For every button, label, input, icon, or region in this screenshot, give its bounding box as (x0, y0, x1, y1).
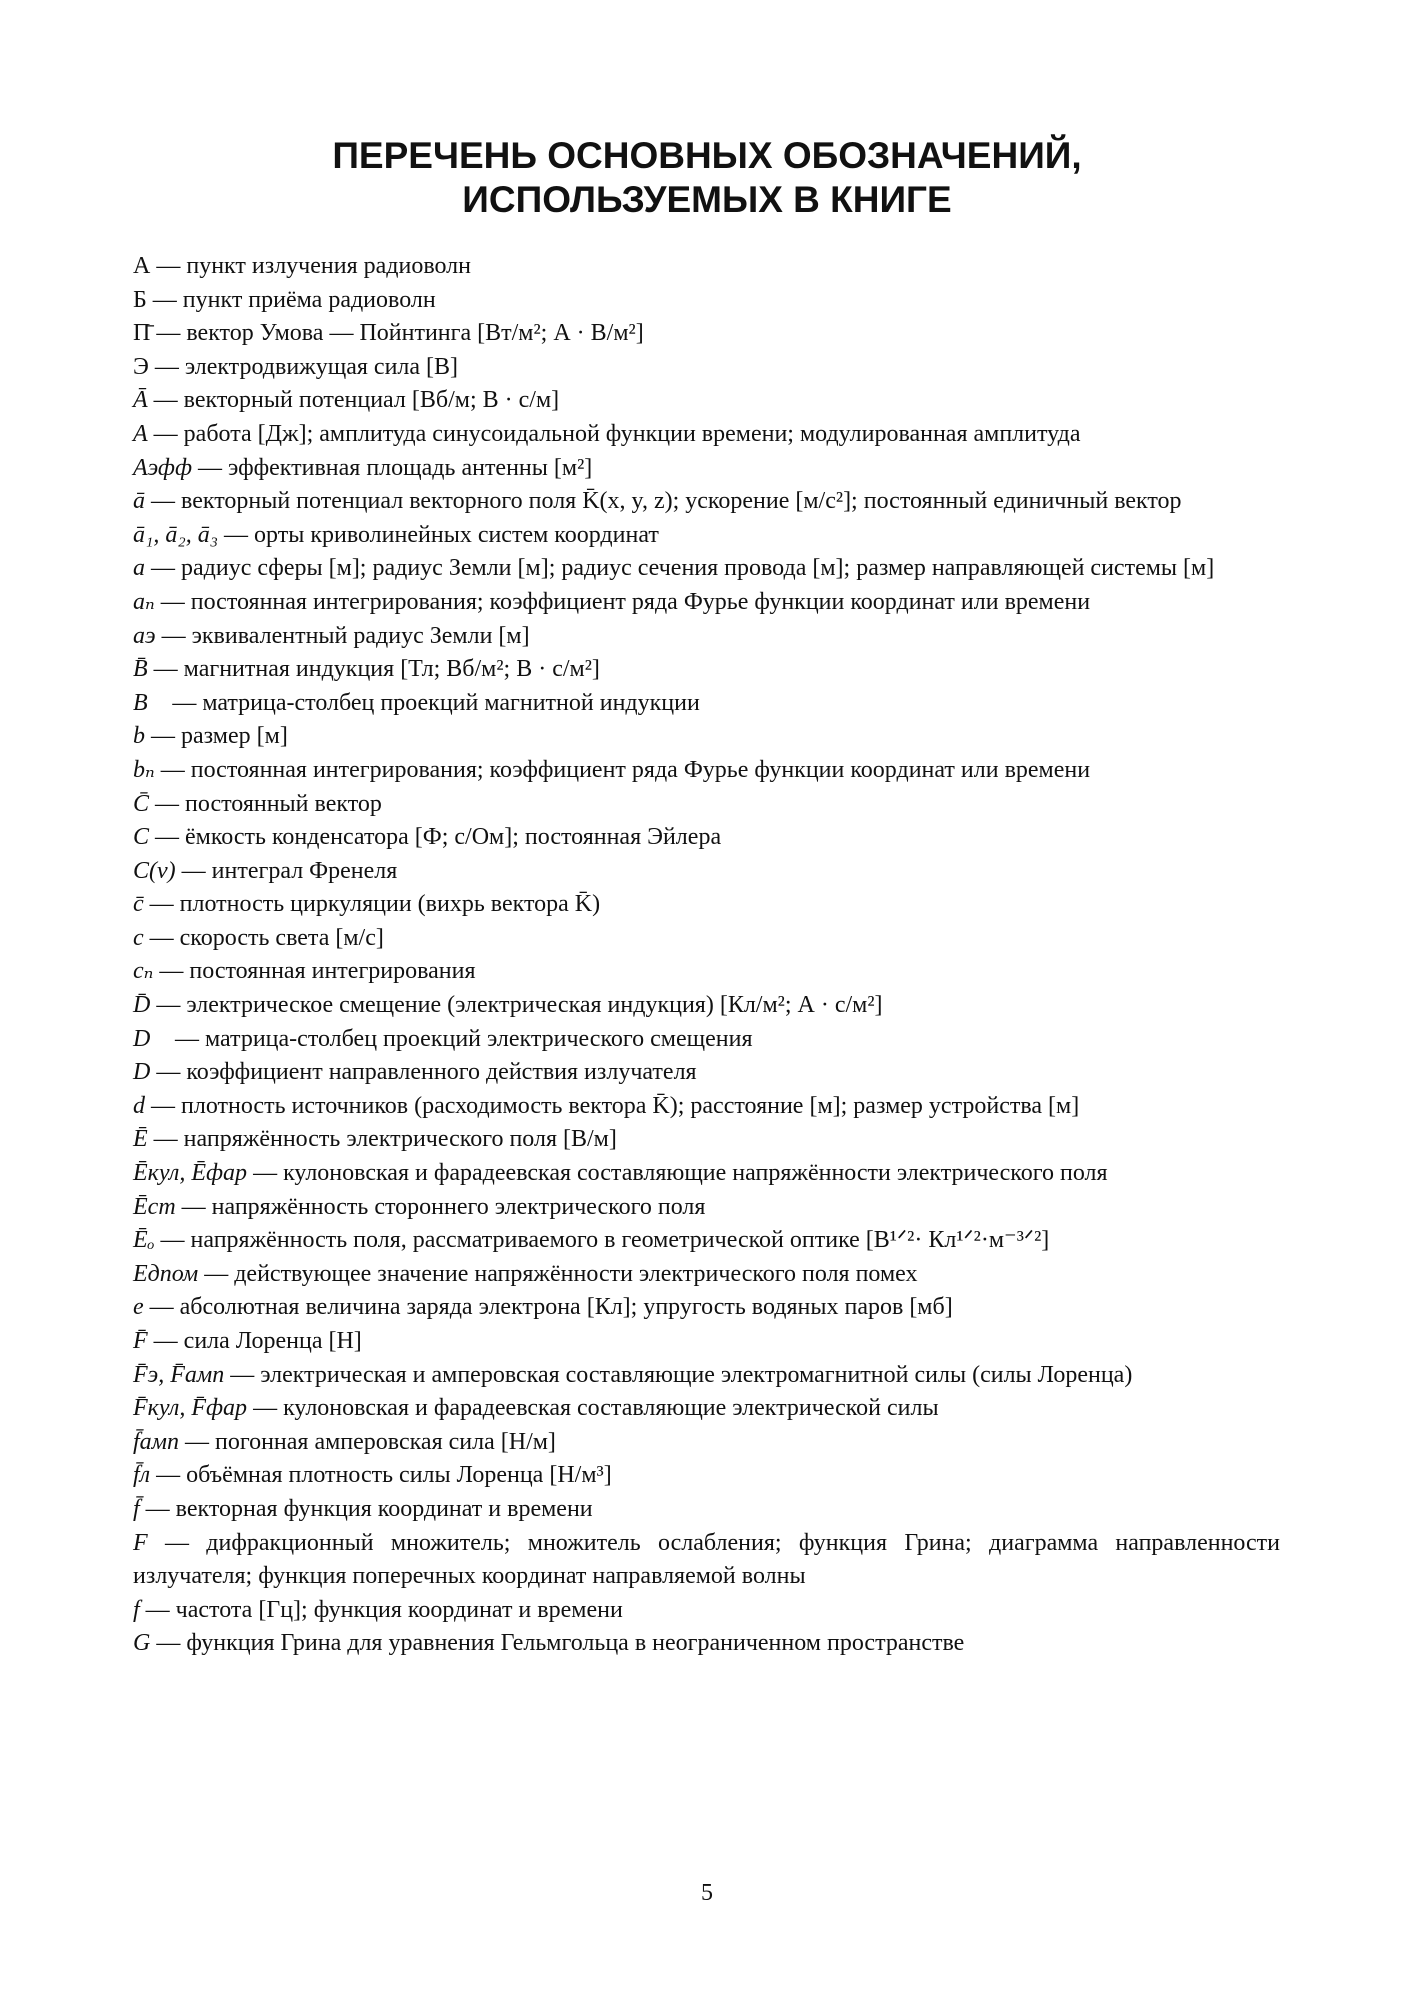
notation-description: — электрическая и амперовская составляющие электромагнитной силы (силы Лоренца) (224, 1361, 1133, 1388)
notation-description: — эффективная площадь антенны [м²] (192, 454, 593, 481)
notation-description: — действующее значение напряжённости электрического поля помех (198, 1260, 918, 1287)
notation-description: — работа [Дж]; амплитуда синусоидальной функции времени; модулированная амплитуда (147, 420, 1081, 447)
notation-entry (133, 788, 1280, 822)
notation-symbol: B̄ (133, 656, 148, 683)
notation-entry (133, 1426, 1280, 1460)
notation-description: — кулоновская и фарадеевская составляющие электрической силы (247, 1395, 939, 1422)
notation-description: — напряжённость поля, рассматриваемого в геометрической оптике [В¹ᐟ²· Кл¹ᐟ²·м⁻³ᐟ²] (154, 1227, 1050, 1254)
notation-description: — векторный потенциал [Вб/м; В · с/м] (147, 387, 560, 414)
notation-symbol: Eдпом (133, 1260, 199, 1287)
notation-entry (133, 485, 1280, 519)
notation-entry (133, 1527, 1280, 1594)
notation-entry (133, 519, 1280, 553)
notation-entry (133, 384, 1280, 418)
notation-description: — напряжённость электрического поля [В/м] (147, 1126, 617, 1153)
notation-entry (133, 1359, 1280, 1393)
notation-symbol: a (133, 555, 145, 582)
notation-entry (133, 1392, 1280, 1426)
notation-description: — постоянная интегрирования; коэффициент ряда Фурье функции координат или времени (154, 756, 1091, 783)
notation-symbol: f (133, 1596, 140, 1623)
notation-description: — напряжённость стороннего электрического поля (175, 1193, 706, 1220)
title-line-2: ИСПОЛЬЗУЕМЫХ В КНИГЕ (462, 179, 952, 220)
notation-entry (133, 1224, 1280, 1258)
notation-symbol: cₙ (133, 958, 154, 985)
notation-entry (133, 1459, 1280, 1493)
notation-entry (133, 653, 1280, 687)
notation-symbol: ā₁, ā₂, ā₃ (133, 521, 219, 548)
notation-description: — плотность циркуляции (вихрь вектора K̄) (143, 891, 601, 918)
notation-entry (133, 1258, 1280, 1292)
notation-entry (133, 720, 1280, 754)
notation-entry (133, 250, 1280, 284)
notation-entry (133, 1191, 1280, 1225)
notation-description: — скорость света [м/с] (143, 924, 384, 951)
notation-symbol: А (133, 253, 151, 279)
notation-entry (133, 284, 1280, 318)
notation-entry (133, 1627, 1280, 1661)
notation-entry (133, 1157, 1280, 1191)
notation-symbol: F̄ (133, 1328, 148, 1354)
notation-entry (133, 552, 1280, 586)
notation-symbol: b (133, 723, 145, 750)
notation-entry (133, 821, 1280, 855)
notation-description: — коэффициент направленного действия излучателя (150, 1059, 697, 1086)
notation-symbol: ā (133, 488, 145, 515)
notation-symbol: f̄амп (133, 1428, 179, 1455)
notation-description: — радиус сферы [м]; радиус Земли [м]; радиус сечения провода [м]; размер направляющей системы [м] (145, 555, 1215, 582)
notation-entry (133, 855, 1280, 889)
notation-entry (133, 620, 1280, 654)
notation-description: — функция Грина для уравнения Гельмгольца в неограниченном пространстве (150, 1630, 965, 1657)
notation-symbol: Ēₒ (133, 1227, 155, 1254)
notation-symbol: f̄ (133, 1495, 140, 1522)
notation-entry (133, 1090, 1280, 1124)
notation-symbol: d (133, 1092, 145, 1119)
notation-description: — векторная функция координат и времени (139, 1495, 593, 1522)
notation-symbol: Ā (133, 387, 148, 414)
notation-description: — сила Лоренца [Н] (147, 1328, 362, 1354)
notation-list (133, 250, 1280, 1661)
notation-entry (133, 1493, 1280, 1527)
notation-entry (133, 317, 1280, 351)
notation-description: — магнитная индукция [Тл; Вб/м²; В · с/м²] (147, 656, 600, 683)
notation-symbol: F (133, 1529, 148, 1556)
notation-symbol: Aэфф (133, 454, 193, 481)
notation-description: — частота [Гц]; функция координат и времени (139, 1596, 623, 1623)
notation-description: — кулоновская и фарадеевская составляющие напряжённости электрического поля (247, 1160, 1108, 1187)
notation-symbol: C̄ (133, 790, 150, 817)
notation-entry (133, 1291, 1280, 1325)
notation-symbol: D (133, 1059, 151, 1086)
notation-symbol: П̄ (133, 320, 151, 347)
notation-symbol: aэ (133, 622, 156, 649)
notation-description: — электродвижущая сила [В] (148, 353, 459, 380)
notation-entry (133, 989, 1280, 1023)
notation-description: — плотность источников (расходимость вектора K̄); расстояние [м]; размер устройства [м] (145, 1092, 1080, 1119)
page-title (0, 134, 1414, 222)
notation-description: — матрица-столбец проекций магнитной индукции (166, 689, 700, 716)
notation-symbol: e (133, 1294, 144, 1321)
notation-symbol: D̄ (133, 992, 151, 1019)
notation-description: — постоянная интегрирования (153, 958, 476, 985)
notation-description: — дифракционный множитель; множитель ослабления; функция Грина; диаграмма направленности излучателя; функция поперечных координат направляемой волны (133, 1529, 1280, 1590)
notation-entry (133, 452, 1280, 486)
notation-description: — постоянная интегрирования; коэффициент ряда Фурье функции координат или времени (154, 588, 1091, 615)
notation-description: — пункт приёма радиоволн (146, 286, 436, 313)
notation-entry (133, 1023, 1280, 1057)
notation-entry (133, 351, 1280, 385)
notation-symbol: Ēст (133, 1193, 176, 1220)
notation-entry (133, 888, 1280, 922)
notation-description: — постоянный вектор (149, 790, 382, 817)
notation-symbol: aₙ (133, 588, 155, 615)
notation-entry (133, 1056, 1280, 1090)
notation-entry (133, 1594, 1280, 1628)
notation-entry (133, 418, 1280, 452)
notation-symbol: f̄л (133, 1462, 151, 1489)
notation-symbol: D⃗ (133, 1025, 169, 1052)
notation-symbol: c̄ (133, 891, 144, 918)
notation-description: — пункт излучения радиоволн (150, 253, 471, 279)
title-line-1: ПЕРЕЧЕНЬ ОСНОВНЫХ ОБОЗНАЧЕНИЙ, (332, 135, 1082, 176)
notation-entry (133, 586, 1280, 620)
notation-description: — интеграл Френеля (175, 857, 398, 884)
notation-entry (133, 1123, 1280, 1157)
notation-description: — размер [м] (145, 723, 288, 750)
notation-entry (133, 955, 1280, 989)
notation-symbol: B⃗ (133, 689, 167, 716)
page-number: 5 (701, 1880, 713, 1906)
notation-description: — вектор Умова — Пойнтинга [Вт/м²; А · В/м²] (150, 320, 644, 347)
notation-description: — векторный потенциал векторного поля K̄(x, y, z); ускорение [м/с²]; постоянный единичный вектор (145, 488, 1182, 515)
notation-description: — электрическое смещение (электрическая индукция) [Кл/м²; А · с/м²] (150, 992, 883, 1019)
notation-symbol: C(v) (133, 857, 176, 884)
notation-description: — погонная амперовская сила [Н/м] (178, 1428, 556, 1455)
notation-symbol: bₙ (133, 756, 155, 783)
notation-description: — объёмная плотность силы Лоренца [Н/м³] (150, 1462, 612, 1489)
notation-symbol: c (133, 924, 144, 951)
notation-description: — эквивалентный радиус Земли [м] (155, 622, 530, 649)
notation-symbol: A (133, 420, 148, 447)
notation-description: — абсолютная величина заряда электрона [Кл]; упругость водяных паров [мб] (143, 1294, 953, 1321)
notation-symbol: G (133, 1630, 151, 1657)
notation-symbol: F̄кул, F̄фар (133, 1395, 248, 1422)
notation-symbol: C (133, 824, 150, 851)
notation-symbol: Б (133, 286, 147, 313)
notation-description: — орты криволинейных систем координат (218, 521, 659, 548)
notation-description: — матрица-столбец проекций электрического смещения (169, 1025, 753, 1052)
notation-entry (133, 922, 1280, 956)
notation-symbol: Ē (133, 1126, 148, 1153)
notation-symbol: Э (133, 353, 149, 380)
notation-description: — ёмкость конденсатора [Ф; с/Ом]; постоянная Эйлера (149, 824, 722, 851)
notation-entry (133, 687, 1280, 721)
notation-symbol: Ēкул, Ēфар (133, 1160, 248, 1187)
notation-entry (133, 754, 1280, 788)
notation-entry (133, 1325, 1280, 1359)
notation-symbol: F̄э, F̄амп (133, 1361, 225, 1388)
